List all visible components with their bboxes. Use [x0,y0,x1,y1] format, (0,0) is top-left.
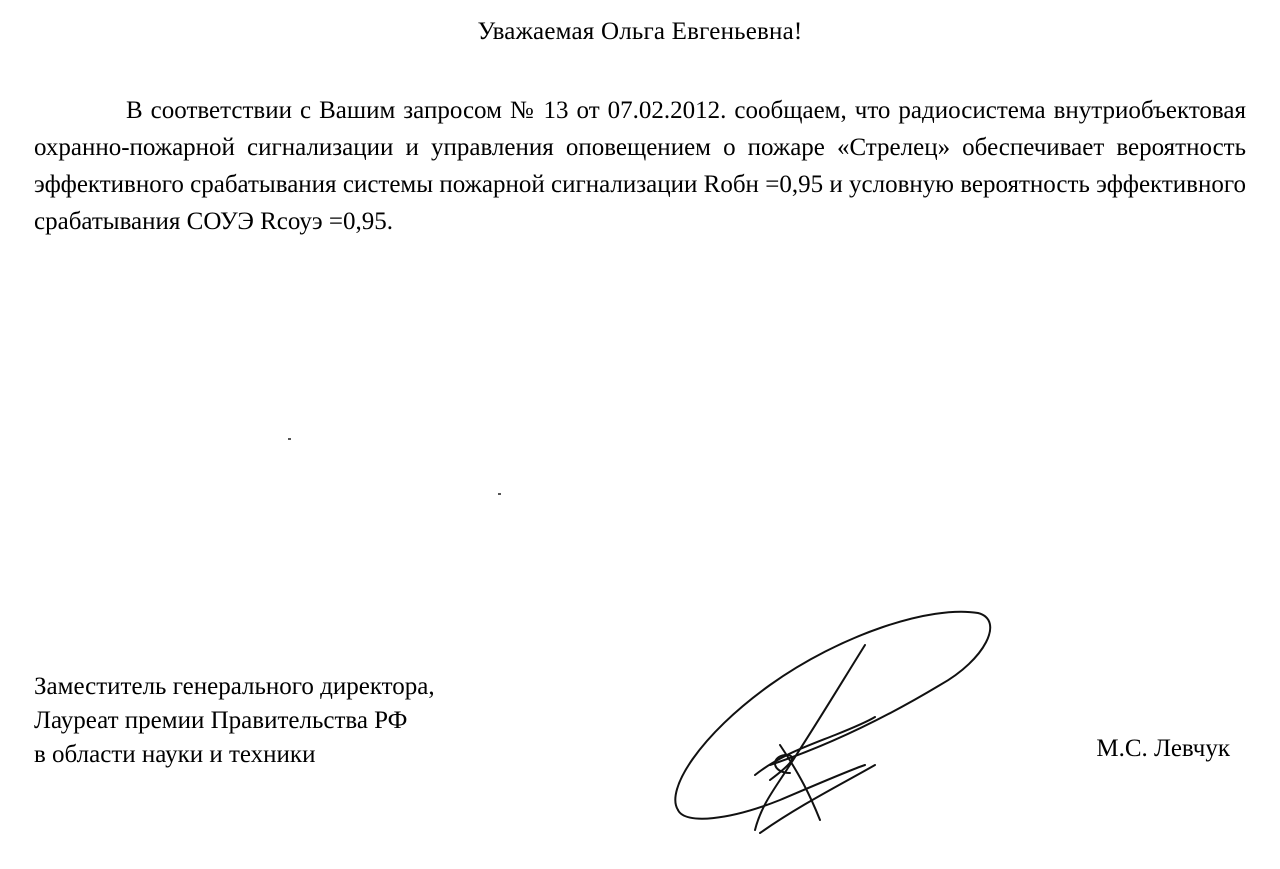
signatory-name: М.С. Левчук [1096,735,1230,762]
signatory-title-line-3: в области науки и техники [34,741,316,768]
signatory-block [34,670,435,772]
scan-speck [498,493,501,495]
signatory-title-line-1: Заместитель генерального директора, [34,673,435,700]
scan-speck [288,438,291,440]
letter-body: В соответствии с Вашим запросом № 13 от 07.02.2012. сообщаем, что радиосистема внутриобъектовая охранно-пожарной сигнализации и управления оповещением о пожаре «Стрелец» обеспечивает вероятность эффективного срабатывания системы пожарной сигнализации Rобн =0,95 и условную вероятность эффективного срабатывания СОУЭ Rсоуэ =0,95. [34,97,1246,235]
signatory-title-line-2: Лауреат премии Правительства РФ [34,707,408,734]
letter-greeting: Уважаемая Ольга Евгеньевна! [477,18,803,45]
handwritten-signature [660,605,1000,845]
